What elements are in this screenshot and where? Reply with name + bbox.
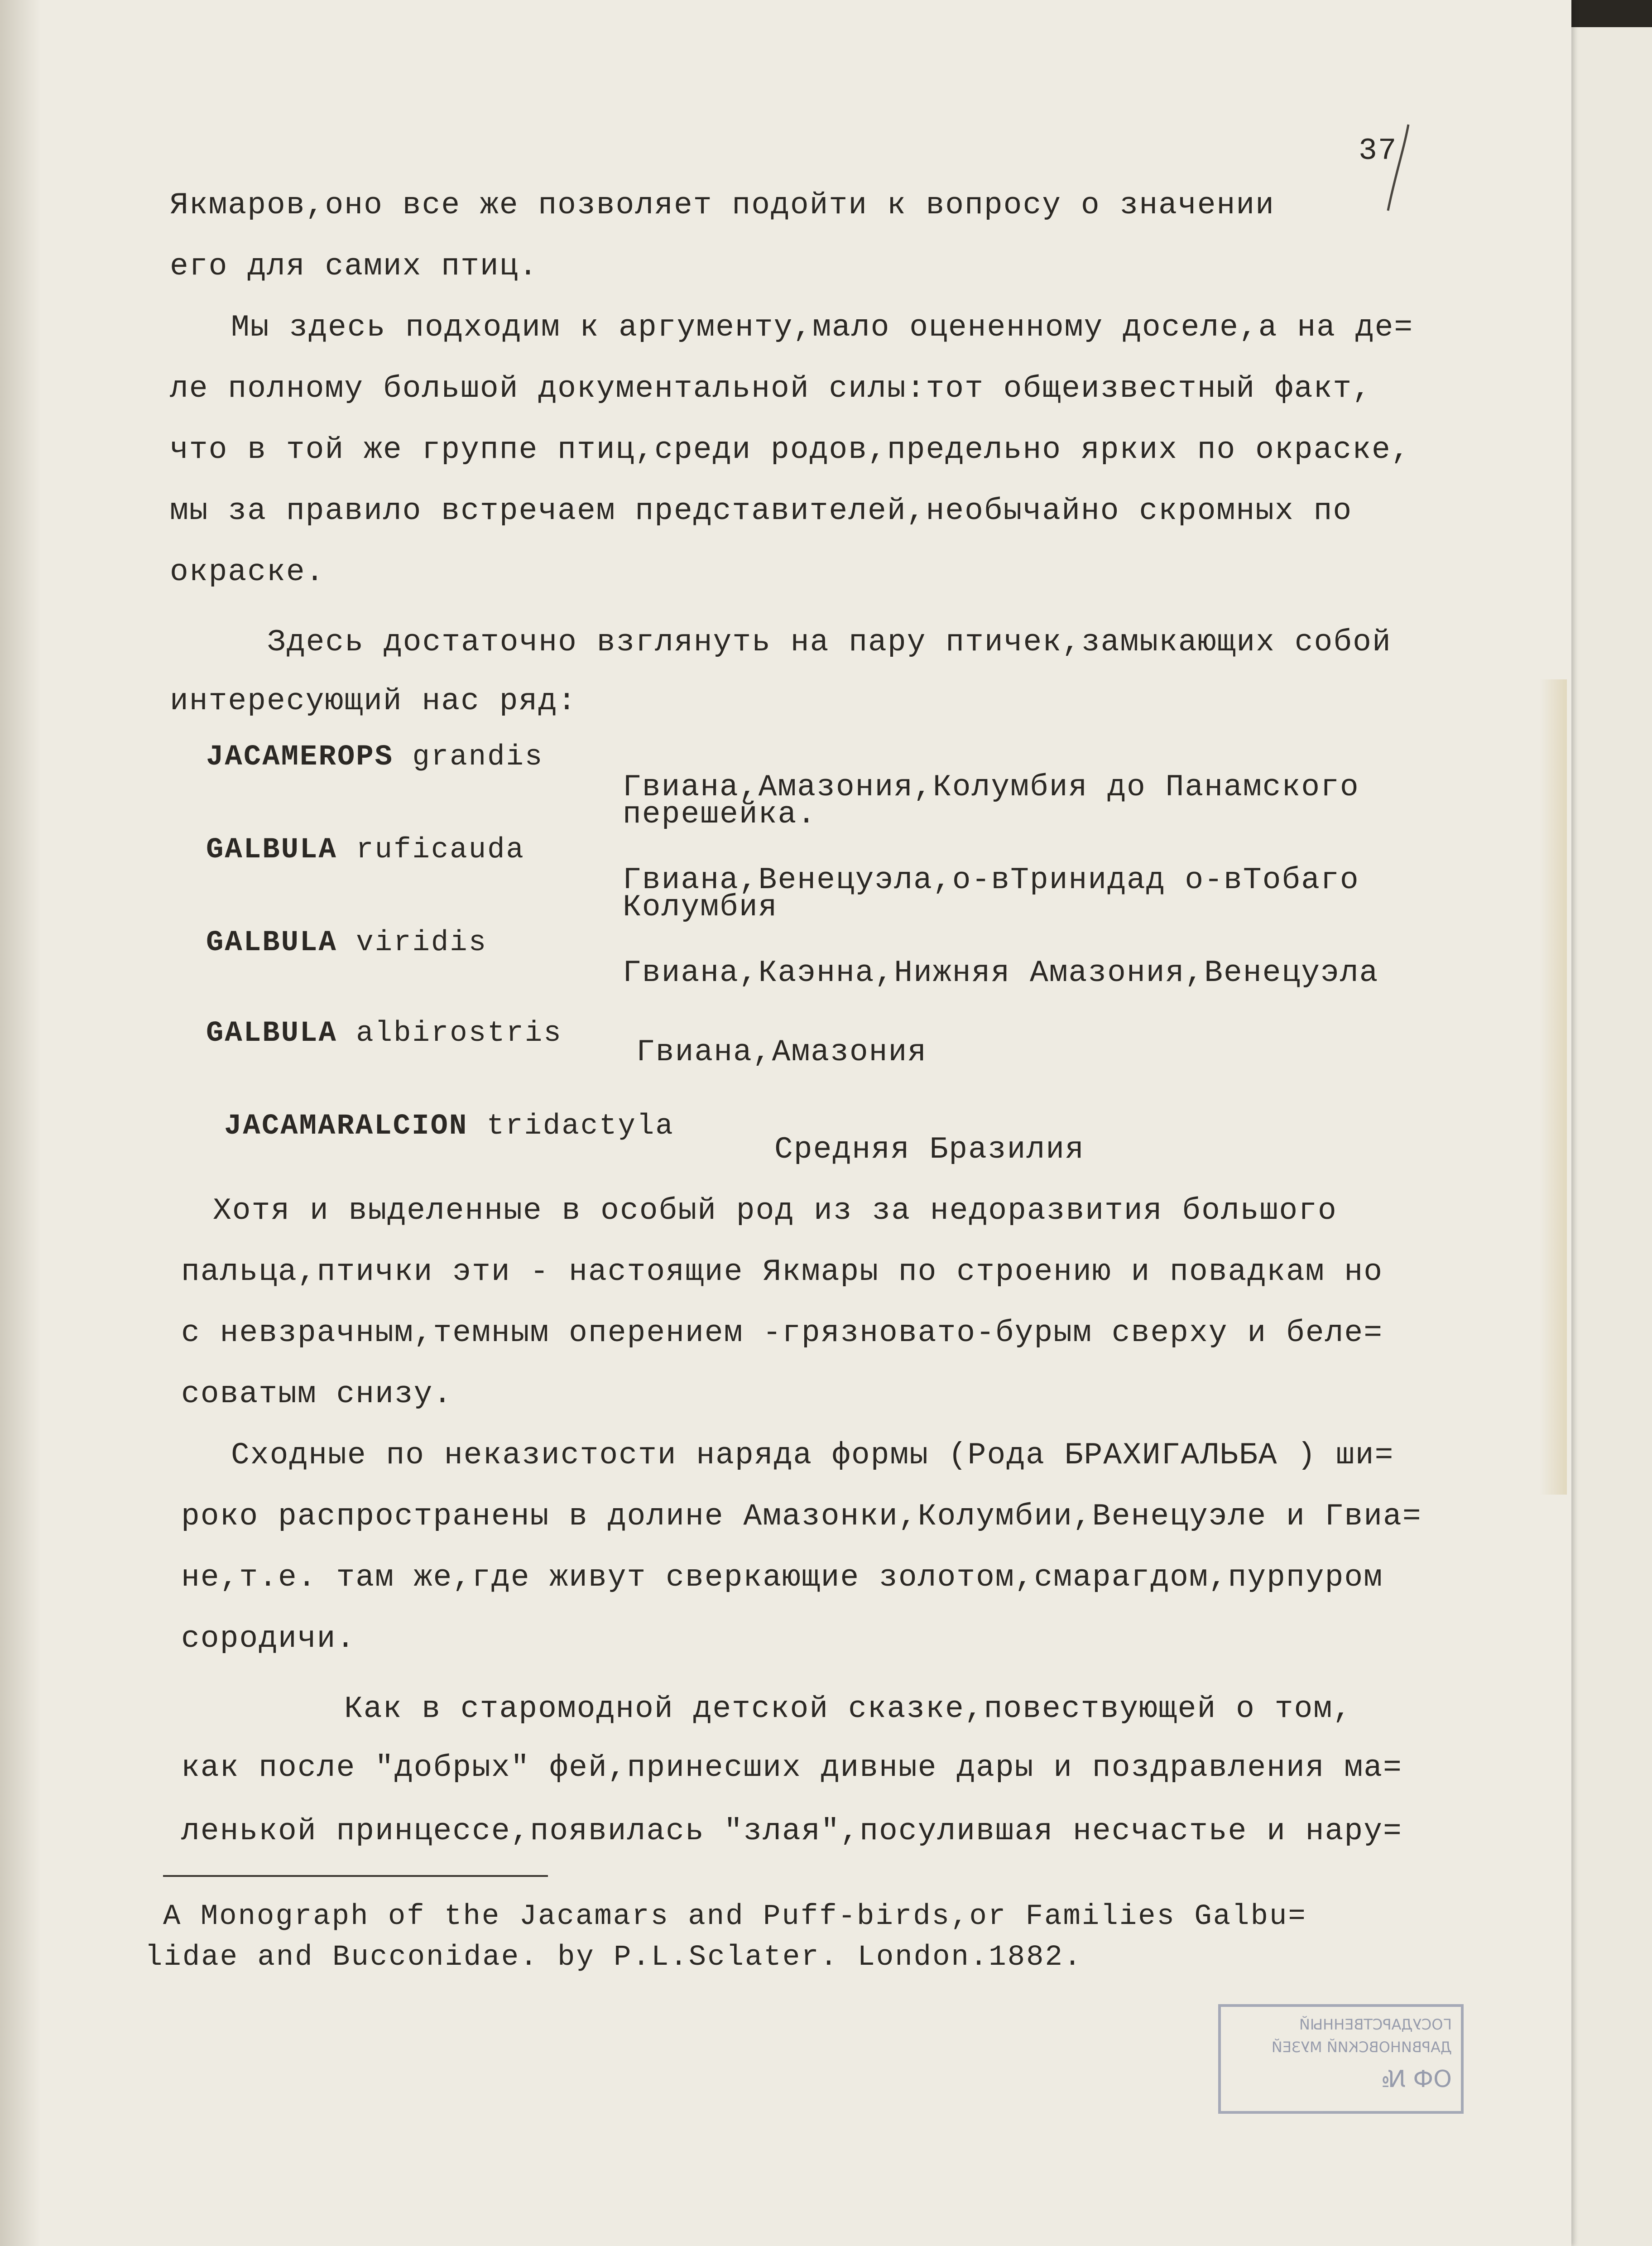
species-range: Гвиана,Амазония	[636, 1035, 927, 1070]
binding-shadow	[0, 0, 41, 2246]
text-line: соватым снизу.	[181, 1377, 453, 1412]
text-line: сородичи.	[181, 1621, 356, 1656]
text-line: Сходные по неказистости наряда формы (Рода БРАХИГАЛЬБА ) ши=	[231, 1438, 1394, 1473]
species-name: JACAMARALCION tridactyla	[224, 1110, 674, 1143]
text-line: что в той же группе птиц,среди родов,предельно ярких по окраске,	[170, 433, 1411, 467]
text-line: его для самих птиц.	[170, 249, 538, 284]
species-name: JACAMEROPS grandis	[206, 741, 544, 774]
footnote-divider	[163, 1875, 548, 1877]
text-line: окраске.	[170, 555, 325, 590]
museum-stamp: ГОСУДАРСТВЕННЫЙ ДАРВИНОВСКИЙ МУЗЕЙ ОФ №	[1218, 2004, 1464, 2114]
species-range: перешейка.	[623, 797, 817, 832]
species-range: Гвиана,Амазония,Колумбия до Панамского	[623, 770, 1359, 805]
text-line: ленькой принцессе,появилась "злая",посулившая несчастье и нару=	[181, 1814, 1402, 1849]
text-line: интересующий нас ряд:	[170, 684, 577, 719]
text-line: Как в старомодной детской сказке,повествующей о том,	[344, 1692, 1352, 1727]
footnote-line: A Monograph of the Jacamars and Puff-birds,or Families Galbu=	[163, 1900, 1307, 1933]
text-line: Мы здесь подходим к аргументу,мало оцененному доселе,а на де=	[231, 310, 1414, 345]
text-line: не,т.е. там же,где живут сверкающие золотом,смарагдом,пурпуром	[181, 1560, 1383, 1595]
species-range: Колумбия	[623, 890, 778, 925]
text-line: мы за правило встречаем представителей,необычайно скромных по	[170, 494, 1353, 529]
pencil-mark-icon	[1386, 122, 1413, 213]
footnote-line: lidae and Bucconidae. by P.L.Sclater. London.1882.	[145, 1941, 1083, 1974]
text-line: Хотя и выделенные в особый род из за недоразвития большого	[213, 1193, 1337, 1228]
species-name: GALBULA viridis	[206, 927, 488, 959]
text-line: как после "добрых" фей,принесших дивные дары и поздравления ма=	[181, 1751, 1402, 1785]
species-name: GALBULA albirostris	[206, 1017, 562, 1050]
species-range: Гвиана,Венецуэла,о-вТринидад о-вТобаго	[623, 863, 1359, 898]
page-edge-stain	[1540, 679, 1567, 1495]
text-line: Здесь достаточно взглянуть на пару птичек,замыкающих собой	[267, 625, 1392, 660]
species-range: Гвиана,Каэнна,Нижняя Амазония,Венецуэла	[623, 956, 1379, 991]
page-number: 37	[1359, 134, 1397, 168]
species-range: Средняя Бразилия	[774, 1132, 1085, 1167]
text-line: роко распространены в долине Амазонки,Колумбии,Венецуэле и Гвиа=	[181, 1499, 1422, 1534]
text-line: с невзрачным,темным оперением -грязновато-бурым сверху и беле=	[181, 1316, 1383, 1351]
text-line: ле полному большой документальной силы:тот общеизвестный факт,	[170, 371, 1372, 406]
text-line: Якмаров,оно все же позволяет подойти к вопросу о значении	[170, 188, 1275, 223]
text-line: пальца,птички эти - настоящие Якмары по строению и повадкам но	[181, 1255, 1383, 1289]
species-name: GALBULA ruficauda	[206, 834, 525, 866]
